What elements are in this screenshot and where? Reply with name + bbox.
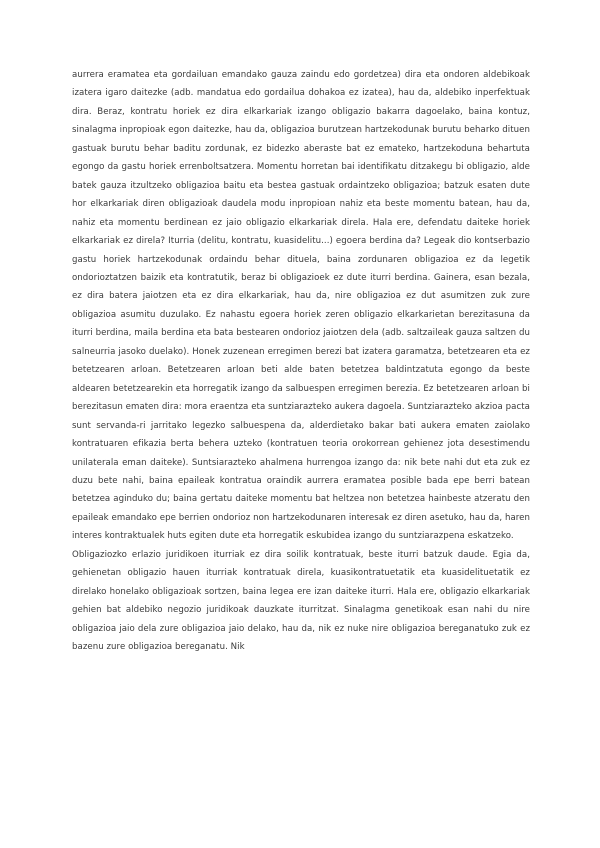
body-paragraph-2: Obligaziozko erlazio juridikoen iturriak ez dira soilik kontratuak, beste iturri batzuk daude. Egia da, gehienetan obligazio hauen iturriak kontratuak direla, kuasikontratuetatik eta kuasidelituetatik ez direlako honelako obligazioak sortzen, baina legea ere izan daiteke iturri. Hala ere, obligazio elkarkariak gehien bat aldebiko negozio juridikoak dauzkate iturritzat. Sinalagma genetikoak esan nahi du nire obligazioa jaio dela zure obligazioa jaio delako, hau da, nik ez nuke nire obligazioa bereganatuko zuk ez bazenu zure obligazioa bereganatu. Nik <box>72 549 530 653</box>
body-paragraph-1: aurrera eramatea eta gordailuan emandako gauza zaindu edo gordetzea) dira eta ondoren aldebikoak izatera igaro daitezke (adb. mandatua edo gordailua dohakoa ez izatea), hau da, aldebiko inperfektuak dira. Beraz, kontratu horiek ez dira elkarkariak izango obligazio bakarra dagoelako, baina kontuz, sinalagma inpropioak egon daitezke, hau da, obligazioa burutzean hartzekodunak burutu beharko dituen gastuak burutu behar baditu zordunak, ez bidezko aberaste bat ez emateko, hartzekoduna behartuta egongo da gastu horiek errenboltsatzera. Momentu horretan bai identifikatu ditzakegu bi obligazio, alde batek gauza itzultzeko obligazioa baitu eta bestea gastuak ordaintzeko obligazioa; batzuk esaten dute hor elkarkariak diren obligazioak daudela modu inpropioan nahiz eta beste momentu batean, hau da, nahiz eta momentu berdinean ez jaio obligazio elkarkariak direla. Hala ere, defendatu daiteke horiek elkarkariak ez direla? Iturria (delitu, kontratu, kuasidelitu...) egoera berdina da? Legeak dio kontserbazio gastu horiek hartzekodunak ordaindu behar dituela, baina zordunaren obligazioa ez da legetik ondorioztatzen baizik eta kontratutik, beraz bi obligazioek ez dute iturri berdina. Gainera, esan bezala, ez dira batera jaiotzen eta ez dira elkarkariak, hau da, nire obligazioa ez dut asumitzen zuk zure obligazioa asumitu duzulako. Ez nahastu egoera horiek zeren obligazio elkarkarietan berezitasuna da iturri berdina, maila berdina eta bata bestearen ondorioz jaiotzen dela (adb. saltzaileak gauza saltzen du salneurria jasoko duelako). Honek zuzenean erregimen berezi bat izatera garamatza, betetzearen eta ez betetzearen arloan. Betetzearen arloan beti alde baten betetzea baldintzatuta egongo da beste aldearen betetzearekin eta horregatik izango da salbuespen erregimen berezia. Ez betetzearen arloan bi berezitasun ematen dira: mora eraentza eta suntziarazteko aukera dagoela. Suntziarazteko akzioa pacta sunt servanda-ri jarritako legezko salbuespena da, alderdietako bakar bati aukera ematen zaiolako kontratuaren efikazia berta behera uzteko (kontratuen teoria orokorrean gehienez jota desestimendu unilaterala eman daiteke). Suntsiarazteko ahalmena hurrengoa izango da: nik bete nahi dut eta zuk ez duzu bete nahi, baina epaileak kontratua oraindik aurrera eramatea posible bada epe berri batean betetzea aginduko du; baina gertatu daiteke momentu bat heltzea non betetzea hainbeste atzeratu den epaileak emandako epe berrien ondorioz non hartzekodunaren interesak ez diren asetuko, hau da, haren interes kontraktualek huts egiten dute eta horregatik eskubidea izango du suntziarazpena eskatzeko. <box>72 70 530 542</box>
document-page <box>72 66 530 657</box>
